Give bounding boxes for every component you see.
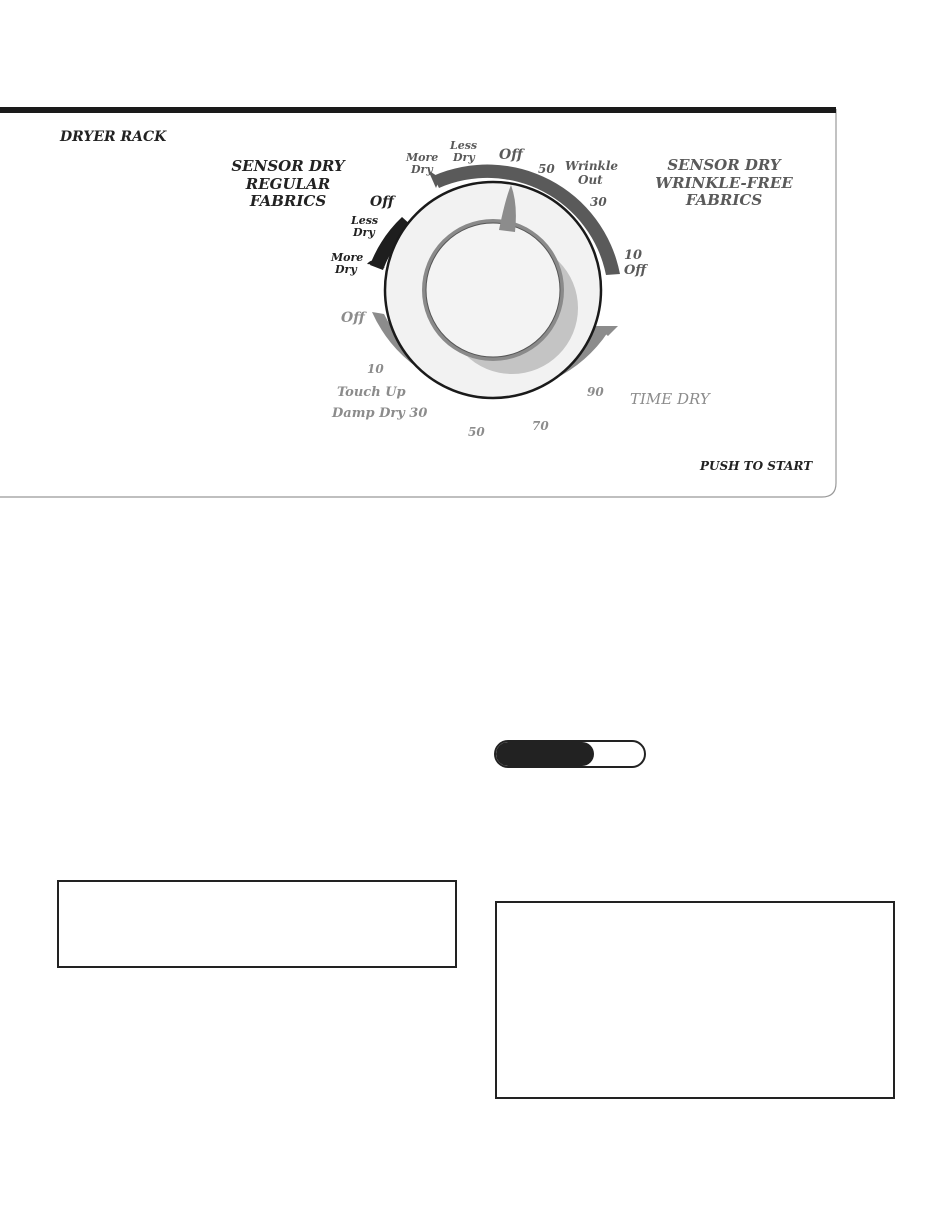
regular-more-dry-2: Dry [335, 263, 357, 276]
sensor-wrinkle-line1: SENSOR DRY [667, 156, 781, 174]
time-touch-up-label: Touch Up [337, 385, 406, 400]
regular-less-dry-1: Less [351, 214, 379, 227]
sensor-regular-line2: REGULAR [245, 175, 331, 193]
push-to-start-label[interactable]: PUSH TO START [700, 459, 813, 473]
sensor-regular-line3: FABRICS [249, 192, 327, 210]
time-off-label: Off [341, 310, 365, 326]
time-50-label: 50 [468, 425, 485, 439]
wrinkle-off-end-label: Off [624, 263, 647, 278]
tab-indicator [494, 740, 646, 768]
panel-top-bar [0, 107, 836, 113]
note-box-right [495, 901, 895, 1099]
time-dry-label: TIME DRY [630, 390, 710, 408]
sensor-regular-line1: SENSOR DRY [231, 157, 345, 175]
time-70-label: 70 [532, 419, 549, 433]
time-90-label: 90 [587, 385, 604, 399]
regular-off-label: Off [370, 194, 394, 210]
wrinkle-out-2: Out [578, 173, 603, 187]
wrinkle-30-label: 30 [590, 195, 607, 209]
wrinkle-50-label: 50 [538, 162, 555, 176]
sensor-wrinkle-line3: FABRICS [685, 191, 763, 209]
wrinkle-less-dry-2: Dry [453, 151, 475, 164]
time-10-label: 10 [367, 362, 384, 376]
time-damp-dry-label: Damp Dry 30 [332, 406, 428, 421]
wrinkle-more-dry-1: More [406, 151, 439, 164]
regular-less-dry-2: Dry [353, 226, 375, 239]
wrinkle-less-dry-1: Less [450, 139, 478, 152]
note-box-left [57, 880, 457, 968]
wrinkle-more-dry-2: Dry [411, 163, 433, 176]
wrinkle-10-label: 10 [624, 248, 643, 263]
regular-more-dry-1: More [331, 251, 364, 264]
wrinkle-out-1: Wrinkle [565, 159, 619, 173]
sensor-wrinkle-line2: WRINKLE-FREE [655, 174, 793, 192]
dial-center[interactable] [426, 223, 560, 357]
tab-indicator-fill [496, 742, 594, 766]
dryer-rack-label: DRYER RACK [60, 129, 167, 145]
wrinkle-off-label: Off [499, 147, 523, 163]
